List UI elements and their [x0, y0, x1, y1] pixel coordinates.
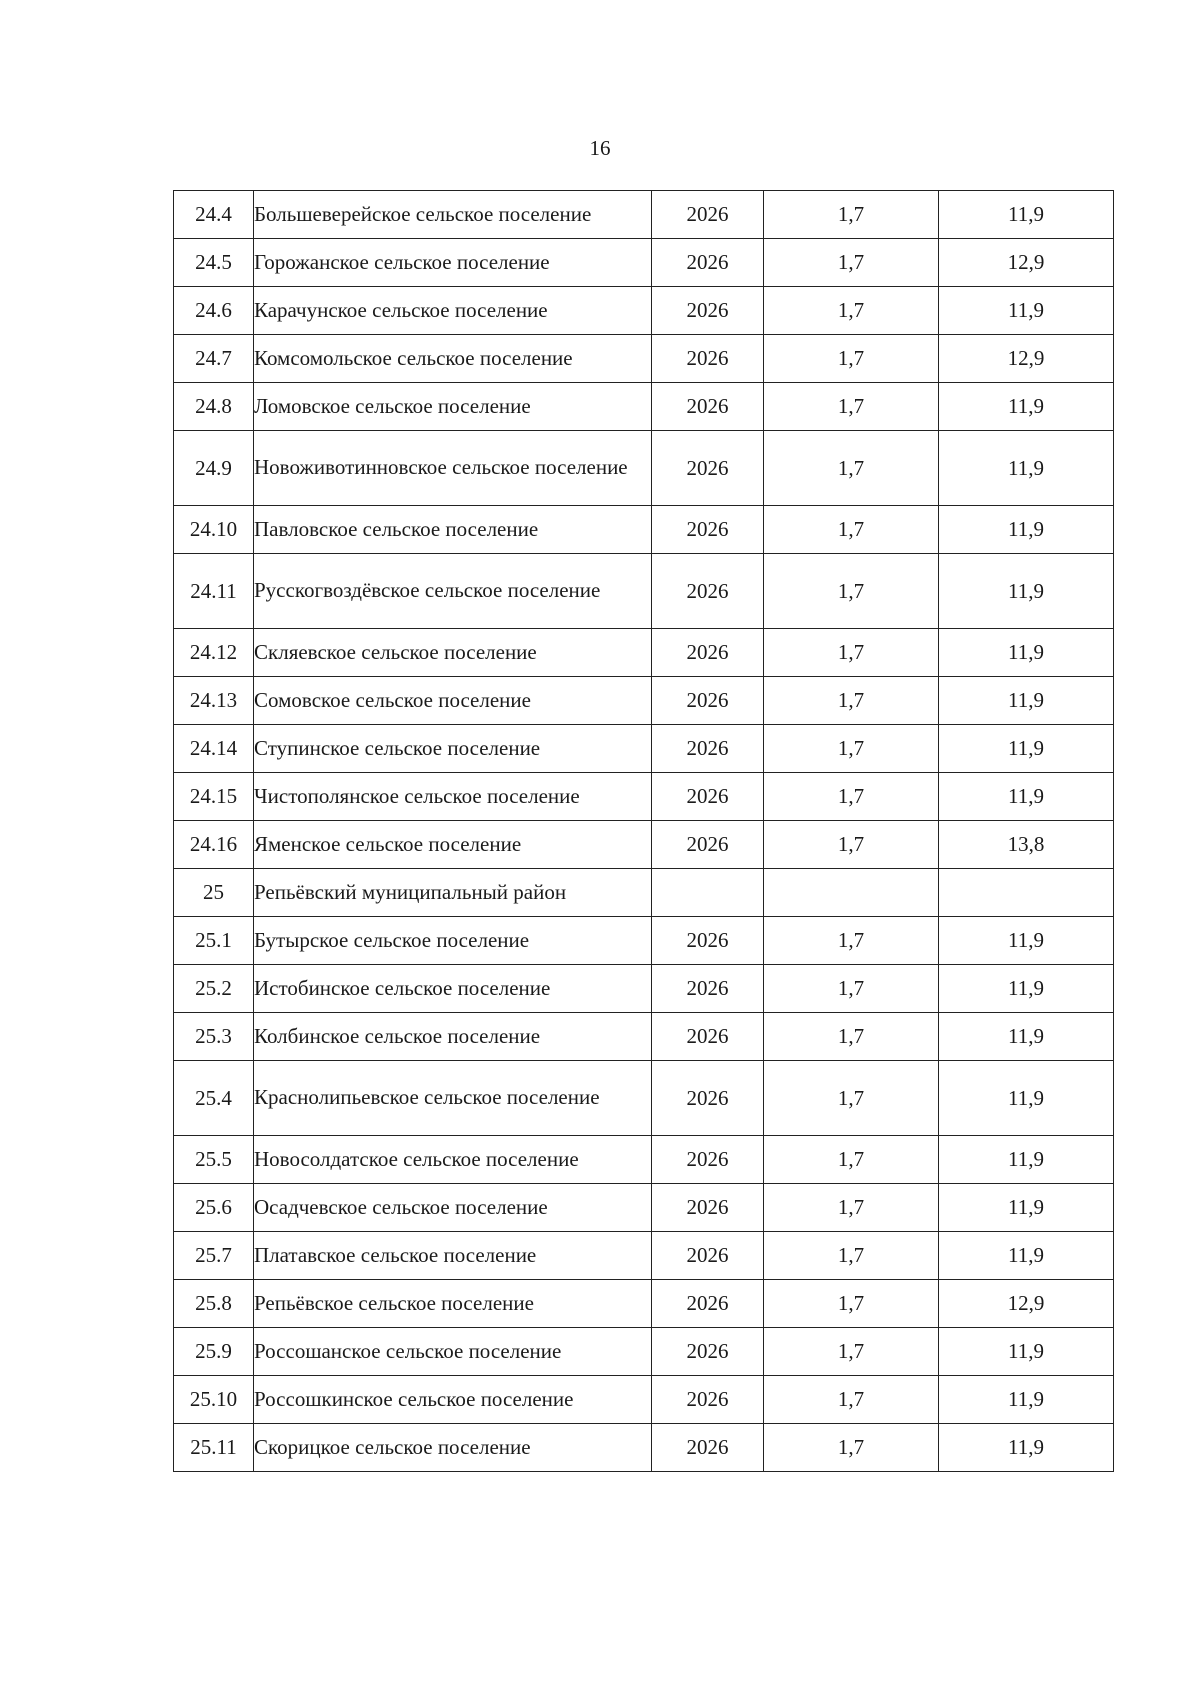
- settlement-name: Россошкинское сельское поселение: [254, 1376, 652, 1424]
- year-cell: 2026: [652, 1376, 764, 1424]
- table-row: [174, 821, 1114, 869]
- year-cell: 2026: [652, 431, 764, 506]
- value-cell-2: 11,9: [939, 287, 1114, 335]
- year-cell: 2026: [652, 821, 764, 869]
- row-number: 24.6: [174, 287, 254, 335]
- value-cell-1: 1,7: [764, 725, 939, 773]
- table-row: [174, 554, 1114, 629]
- table-row: [174, 287, 1114, 335]
- settlement-name: Бутырское сельское поселение: [254, 917, 652, 965]
- value-cell-2: 11,9: [939, 191, 1114, 239]
- row-number: 24.11: [174, 554, 254, 629]
- page-number: 16: [589, 136, 611, 160]
- value-cell-2: 11,9: [939, 1184, 1114, 1232]
- settlement-name: Горожанское сельское поселение: [254, 239, 652, 287]
- value-cell-1: 1,7: [764, 1376, 939, 1424]
- value-cell-2: 11,9: [939, 1013, 1114, 1061]
- value-cell-2: 12,9: [939, 1280, 1114, 1328]
- value-cell-2: 11,9: [939, 965, 1114, 1013]
- settlement-name: Платавское сельское поселение: [254, 1232, 652, 1280]
- value-cell-2: 11,9: [939, 629, 1114, 677]
- table-row: [174, 1424, 1114, 1472]
- value-cell-2: 11,9: [939, 1232, 1114, 1280]
- row-number: 24.9: [174, 431, 254, 506]
- value-cell-1: 1,7: [764, 191, 939, 239]
- year-cell: 2026: [652, 1184, 764, 1232]
- value-cell-2: 11,9: [939, 383, 1114, 431]
- table-row: [174, 725, 1114, 773]
- settlement-name: Большеверейское сельское поселение: [254, 191, 652, 239]
- table-row: [174, 917, 1114, 965]
- value-cell-2: [939, 869, 1114, 917]
- value-cell-2: 11,9: [939, 1328, 1114, 1376]
- row-number: 25.6: [174, 1184, 254, 1232]
- row-number: 24.14: [174, 725, 254, 773]
- settlement-name: Скляевское сельское поселение: [254, 629, 652, 677]
- table-row: [174, 383, 1114, 431]
- table-row: [174, 1328, 1114, 1376]
- year-cell: 2026: [652, 287, 764, 335]
- value-cell-1: 1,7: [764, 965, 939, 1013]
- value-cell-1: 1,7: [764, 1013, 939, 1061]
- value-cell-1: [764, 869, 939, 917]
- value-cell-2: 11,9: [939, 773, 1114, 821]
- year-cell: 2026: [652, 1424, 764, 1472]
- value-cell-1: 1,7: [764, 1232, 939, 1280]
- table-row-district: [174, 869, 1114, 917]
- year-cell: 2026: [652, 239, 764, 287]
- table-row: [174, 239, 1114, 287]
- year-cell: 2026: [652, 1328, 764, 1376]
- year-cell: 2026: [652, 191, 764, 239]
- row-number: 24.4: [174, 191, 254, 239]
- value-cell-2: 13,8: [939, 821, 1114, 869]
- value-cell-1: 1,7: [764, 1184, 939, 1232]
- value-cell-2: 11,9: [939, 677, 1114, 725]
- row-number: 25.3: [174, 1013, 254, 1061]
- value-cell-1: 1,7: [764, 629, 939, 677]
- settlement-name: Карачунское сельское поселение: [254, 287, 652, 335]
- row-number: 25.8: [174, 1280, 254, 1328]
- row-number: 25.4: [174, 1061, 254, 1136]
- year-cell: 2026: [652, 917, 764, 965]
- settlement-name: Комсомольское сельское поселение: [254, 335, 652, 383]
- settlement-name: Ломовское сельское поселение: [254, 383, 652, 431]
- settlement-name: Сомовское сельское поселение: [254, 677, 652, 725]
- value-cell-1: 1,7: [764, 821, 939, 869]
- year-cell: 2026: [652, 1136, 764, 1184]
- year-cell: 2026: [652, 383, 764, 431]
- value-cell-2: 11,9: [939, 1136, 1114, 1184]
- value-cell-2: 12,9: [939, 239, 1114, 287]
- value-cell-1: 1,7: [764, 677, 939, 725]
- settlement-name: Новосолдатское сельское поселение: [254, 1136, 652, 1184]
- settlement-name: Истобинское сельское поселение: [254, 965, 652, 1013]
- value-cell-1: 1,7: [764, 383, 939, 431]
- row-number: 24.13: [174, 677, 254, 725]
- value-cell-2: 11,9: [939, 431, 1114, 506]
- value-cell-1: 1,7: [764, 431, 939, 506]
- year-cell: 2026: [652, 965, 764, 1013]
- table-row: [174, 1280, 1114, 1328]
- table-row: [174, 1136, 1114, 1184]
- settlement-name: Ступинское сельское поселение: [254, 725, 652, 773]
- value-cell-1: 1,7: [764, 554, 939, 629]
- value-cell-1: 1,7: [764, 335, 939, 383]
- value-cell-1: 1,7: [764, 1280, 939, 1328]
- table-row: [174, 1376, 1114, 1424]
- year-cell: 2026: [652, 1013, 764, 1061]
- table-row: [174, 1013, 1114, 1061]
- settlement-name: Краснолипьевское сельское поселение: [254, 1061, 652, 1136]
- settlement-name: Скорицкое сельское поселение: [254, 1424, 652, 1472]
- table-row: [174, 1184, 1114, 1232]
- value-cell-1: 1,7: [764, 506, 939, 554]
- settlement-name: Павловское сельское поселение: [254, 506, 652, 554]
- settlement-name: Репьёвское сельское поселение: [254, 1280, 652, 1328]
- year-cell: 2026: [652, 1280, 764, 1328]
- table-row: [174, 965, 1114, 1013]
- value-cell-2: 11,9: [939, 725, 1114, 773]
- value-cell-1: 1,7: [764, 773, 939, 821]
- value-cell-2: 11,9: [939, 506, 1114, 554]
- value-cell-2: 11,9: [939, 1376, 1114, 1424]
- year-cell: 2026: [652, 629, 764, 677]
- table-row: [174, 506, 1114, 554]
- settlement-name: Россошанское сельское поселение: [254, 1328, 652, 1376]
- settlement-name: Колбинское сельское поселение: [254, 1013, 652, 1061]
- row-number: 25.11: [174, 1424, 254, 1472]
- value-cell-1: 1,7: [764, 1328, 939, 1376]
- year-cell: 2026: [652, 335, 764, 383]
- value-cell-1: 1,7: [764, 1136, 939, 1184]
- table-row: [174, 629, 1114, 677]
- settlement-name: Новоживотинновское сельское поселение: [254, 431, 652, 506]
- year-cell: 2026: [652, 506, 764, 554]
- row-number: 25: [174, 869, 254, 917]
- row-number: 24.5: [174, 239, 254, 287]
- settlement-name: Осадчевское сельское поселение: [254, 1184, 652, 1232]
- table-row: [174, 191, 1114, 239]
- year-cell: 2026: [652, 1061, 764, 1136]
- value-cell-1: 1,7: [764, 917, 939, 965]
- value-cell-1: 1,7: [764, 1061, 939, 1136]
- row-number: 24.12: [174, 629, 254, 677]
- row-number: 24.10: [174, 506, 254, 554]
- table-row: [174, 431, 1114, 506]
- district-name: Репьёвский муниципальный район: [254, 869, 652, 917]
- row-number: 25.9: [174, 1328, 254, 1376]
- row-number: 25.5: [174, 1136, 254, 1184]
- settlement-name: Русскогвоздёвское сельское поселение: [254, 554, 652, 629]
- settlement-name: Яменское сельское поселение: [254, 821, 652, 869]
- value-cell-1: 1,7: [764, 1424, 939, 1472]
- year-cell: [652, 869, 764, 917]
- year-cell: 2026: [652, 773, 764, 821]
- data-table: [173, 190, 1114, 1472]
- value-cell-2: 11,9: [939, 1424, 1114, 1472]
- table-row: [174, 1232, 1114, 1280]
- value-cell-2: 12,9: [939, 335, 1114, 383]
- year-cell: 2026: [652, 677, 764, 725]
- table-row: [174, 677, 1114, 725]
- row-number: 25.1: [174, 917, 254, 965]
- table-row: [174, 335, 1114, 383]
- table-row: [174, 773, 1114, 821]
- value-cell-2: 11,9: [939, 554, 1114, 629]
- year-cell: 2026: [652, 1232, 764, 1280]
- table-row: [174, 1061, 1114, 1136]
- row-number: 25.10: [174, 1376, 254, 1424]
- row-number: 25.2: [174, 965, 254, 1013]
- value-cell-1: 1,7: [764, 239, 939, 287]
- row-number: 25.7: [174, 1232, 254, 1280]
- value-cell-2: 11,9: [939, 917, 1114, 965]
- value-cell-1: 1,7: [764, 287, 939, 335]
- year-cell: 2026: [652, 554, 764, 629]
- year-cell: 2026: [652, 725, 764, 773]
- row-number: 24.16: [174, 821, 254, 869]
- row-number: 24.7: [174, 335, 254, 383]
- settlement-name: Чистополянское сельское поселение: [254, 773, 652, 821]
- row-number: 24.15: [174, 773, 254, 821]
- row-number: 24.8: [174, 383, 254, 431]
- value-cell-2: 11,9: [939, 1061, 1114, 1136]
